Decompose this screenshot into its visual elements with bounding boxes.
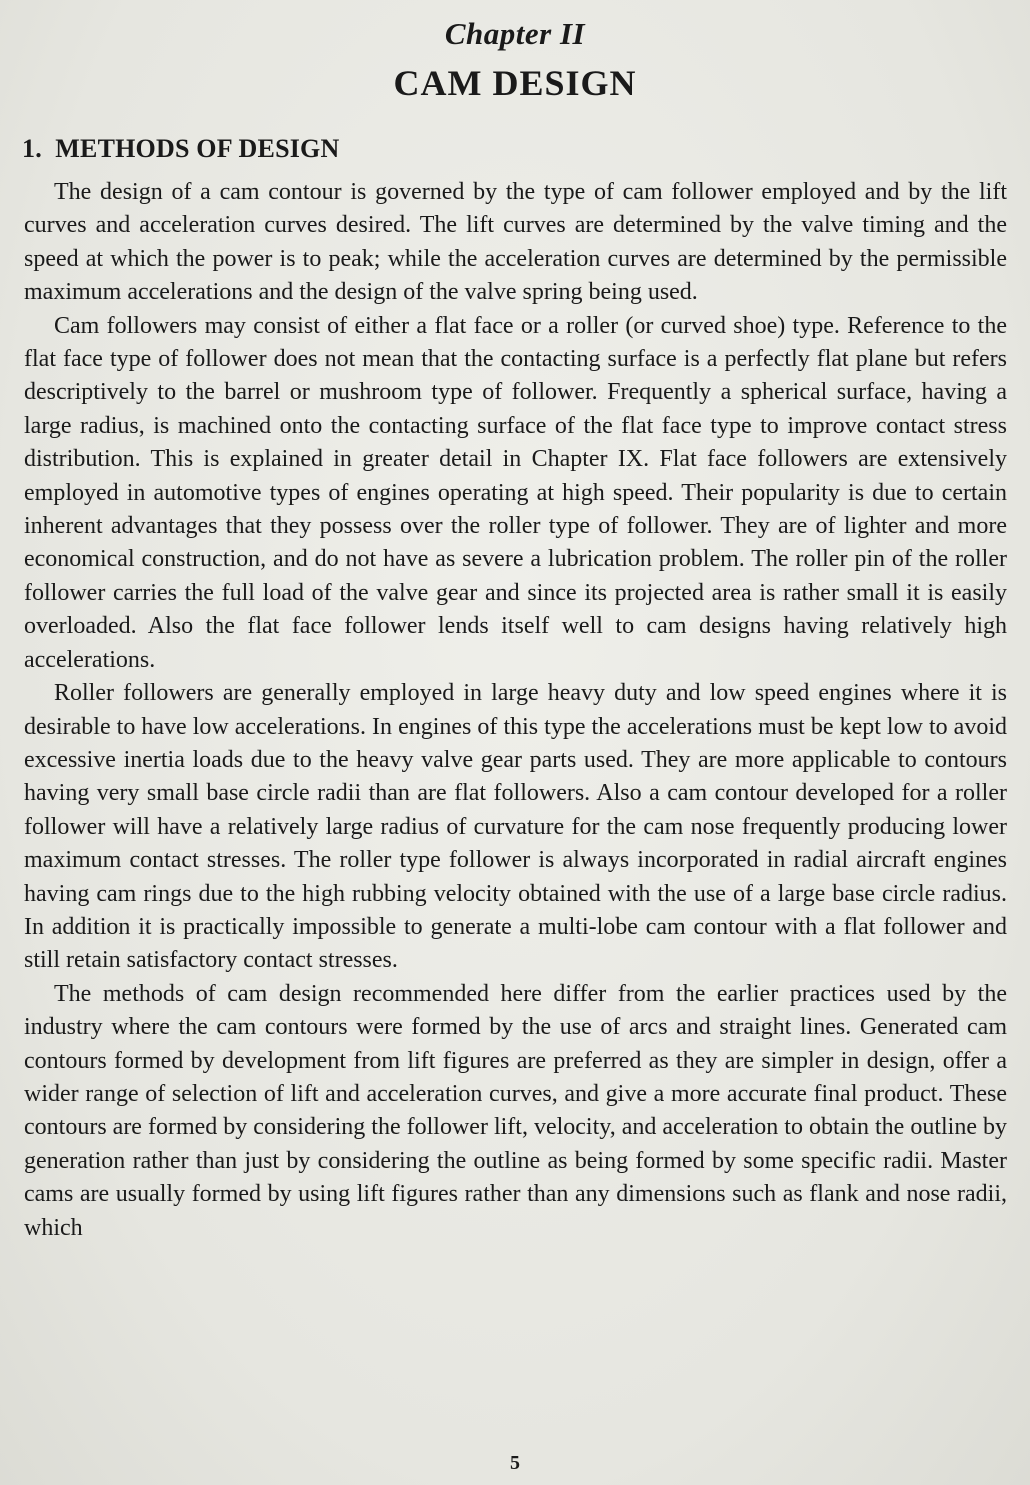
section-heading: 1. METHODS OF DESIGN: [22, 134, 340, 163]
page-number: 5: [510, 1452, 520, 1474]
paragraph-design-methods: The methods of cam design recommended here differ from the earlier practices used by the industry where the cam contours were formed by the use of arcs and straight lines. Generated cam contours formed by development from lift figures are preferred as they are simpler in design, offer a wider range of selection of lift and acceleration curves, and give a more accurate final product. These contours are formed by considering the follower lift, velocity, and acceleration to obtain the outline by generation rather than just by considering the outline as being formed by some specific radii. Master cams are usually formed by using lift figures rather than any dimensions such as flank and nose radii, which: [24, 980, 1007, 1241]
body-text: [24, 176, 1007, 1245]
paragraph-roller-followers: Roller followers are generally employed in large heavy duty and low speed engines where it is desirable to have low accelerations. In engines of this type the accelerations must be kept low to avoid excessive inertia loads due to the heavy valve gear parts used. They are more applicable to contours having very small base circle radii than are flat followers. Also a cam contour developed for a roller follower will have a relatively large radius of curvature for the cam nose frequently producing lower maximum contact stresses. The roller type follower is always incorporated in radial aircraft engines having cam rings due to the high rubbing velocity obtained with the use of a large base circle radius. In addition it is practically impossible to generate a multi-lobe cam contour with a flat follower and still retain satisfactory contact stresses.: [24, 680, 1007, 974]
paragraph-cam-contour: The design of a cam contour is governed by the type of cam follower employed and by the lift curves and acceleration curves desired. The lift curves are determined by the valve timing and the speed at which the power is to peak; while the acceleration curves are determined by the permissible maximum accelerations and the design of the valve spring being used.: [24, 179, 1007, 306]
paragraph-cam-followers: Cam followers may consist of either a flat face or a roller (or curved shoe) type. Reference to the flat face type of follower does not mean that the contacting surface is a perfectly flat plane but refers descriptively to the barrel or mushroom type of follower. Frequently a spherical surface, having a large radius, is machined onto the contacting surface of the flat face type to improve contact stress distribution. This is explained in greater detail in Chapter IX. Flat face followers are extensively employed in automotive types of engines operating at high speed. Their popularity is due to certain inherent advantages that they possess over the roller type of follower. They are of lighter and more economical construction, and do not have as severe a lubrication problem. The roller pin of the roller follower carries the full load of the valve gear and since its projected area is rather small it is easily overloaded. Also the flat face follower lends itself well to cam designs having relatively high accelerations.: [24, 312, 1007, 673]
chapter-title: CAM DESIGN: [393, 63, 637, 103]
chapter-label: Chapter II: [444, 16, 586, 51]
